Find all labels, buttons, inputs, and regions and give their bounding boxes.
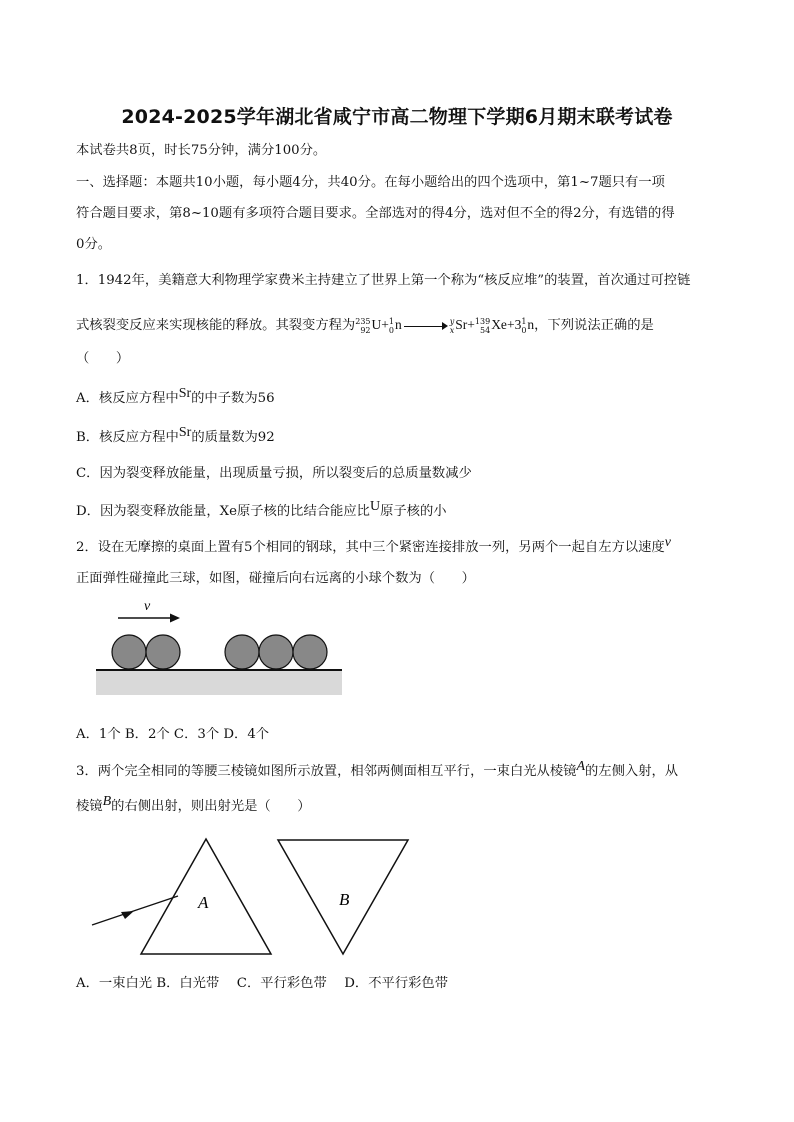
q3-options[interactable]: A．一束白光 B．白光带 C．平行彩色带 D．不平行彩色带 [76,976,449,991]
velocity-label: v [144,599,151,614]
q1-stem-suffix: ，下列说法正确的是 [534,318,654,333]
velocity-arrowhead-icon [170,614,180,623]
n1-symbol: n [394,317,402,332]
table-surface [96,670,342,695]
xe-charge-number: 54 [480,325,491,335]
q1-answer-bracket: （ ） [76,351,130,366]
q1-option-c[interactable]: C．因为裂变释放能量，出现质量亏损，所以裂变后的总质量数减少 [76,466,472,481]
u-charge-number: 92 [360,325,371,335]
u-symbol: U [371,317,382,332]
plus-sign: + [381,317,389,332]
sr-mass-number: y [449,316,455,326]
n1-mass-number: 1 [388,316,394,326]
n2-charge-number: 0 [521,325,527,335]
section-instruction-line2: 符合题目要求，第8~10题有多项符合题目要求。全部选对的得4分，选对但不全的得2分，有选错的得 [76,206,675,221]
q1-stem-line2 [76,316,654,335]
light-direction-arrow-icon [121,911,134,919]
q1-option-d[interactable]: D．因为裂变释放能量，Xe原子核的比结合能应比U原子核的小 [76,499,447,519]
q1-option-a[interactable]: A．核反应方程中Sr的中子数为56 [76,386,275,406]
exam-info: 本试卷共8页，时长75分钟，满分100分。 [76,143,327,158]
page-title: 2024-2025学年湖北省咸宁市高二物理下学期6月期末联考试卷 [121,106,673,128]
n1-charge-number: 0 [388,325,394,335]
q1-stem-prefix: 式核裂变反应来实现核能的释放。其裂变方程为 [76,318,356,333]
plus-sign: + [467,317,475,332]
xe-mass-number: 139 [474,316,491,326]
u-mass-number: 235 [355,316,371,326]
plus-sign: + [506,317,515,332]
prism-a-label: A [198,893,209,912]
section-instruction-line3: 0分。 [76,237,112,252]
q3-stem-line2: 棱镜B的右侧出射，则出射光是（ ） [76,794,311,814]
fission-equation [355,316,534,335]
n2-mass-number: 1 [521,316,527,326]
moving-ball [146,635,180,669]
q2-options[interactable]: A．1个 B．2个 C．3个 D．4个 [76,727,270,742]
q1-stem-line1: 1．1942年，美籍意大利物理学家费米主持建立了世界上第一个称为“核反应堆”的装置，首次通过可控链 [76,273,691,288]
xe-symbol: Xe [491,317,507,332]
resting-ball [225,635,259,669]
prisms-figure [88,835,418,960]
q1-option-b[interactable]: B．核反应方程中Sr的质量数为92 [76,425,275,445]
sr-symbol: Sr [455,317,468,332]
n2-symbol: n [527,317,535,332]
sr-charge-number: x [449,325,455,335]
q2-stem-line2: 正面弹性碰撞此三球，如图，碰撞后向右远离的小球个数为（ ） [76,571,475,586]
reaction-arrow-icon [404,320,448,332]
moving-ball [112,635,146,669]
q3-stem-line1: 3．两个完全相同的等腰三棱镜如图所示放置，相邻两侧面相互平行，一束白光从棱镜A的左侧入射，从 [76,759,679,779]
neutron-coefficient: 3 [514,317,522,332]
steel-balls-figure [96,598,344,696]
resting-ball [293,635,327,669]
section-instruction-line1: 一、选择题：本题共10小题，每小题4分，共40分。在每小题给出的四个选项中，第1~7题只有一项 [76,175,665,190]
resting-ball [259,635,293,669]
prism-b-label: B [339,890,350,909]
q2-stem-line1: 2．设在无摩擦的桌面上置有5个相同的钢球，其中三个紧密连接排放一列，另两个一起自左方以速度v [76,535,671,555]
